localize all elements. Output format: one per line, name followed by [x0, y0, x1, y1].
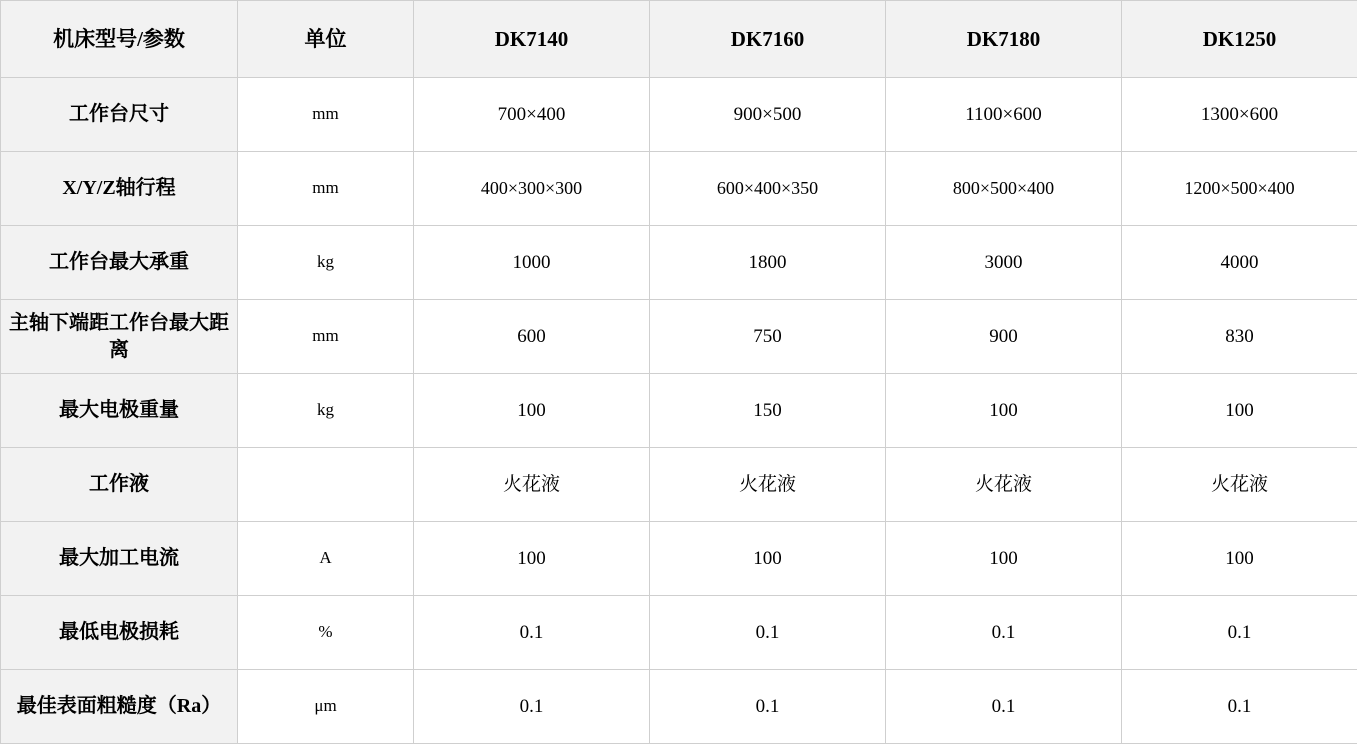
- row-unit: mm: [238, 78, 414, 152]
- cell-value: 100: [1122, 374, 1357, 448]
- row-label: 最低电极损耗: [1, 596, 238, 670]
- cell-value: 100: [886, 522, 1122, 596]
- column-header-unit: 单位: [238, 1, 414, 78]
- row-unit: mm: [238, 152, 414, 226]
- row-label: 最佳表面粗糙度（Ra）: [1, 670, 238, 744]
- row-unit: %: [238, 596, 414, 670]
- table-row: [1, 300, 1357, 374]
- table-row: [1, 374, 1357, 448]
- row-unit: A: [238, 522, 414, 596]
- cell-value: 1800: [650, 226, 886, 300]
- cell-value: 火花液: [414, 448, 650, 522]
- column-header-parameter: 机床型号/参数: [1, 1, 238, 78]
- cell-value: 0.1: [1122, 670, 1357, 744]
- table-row: [1, 78, 1357, 152]
- cell-value: 0.1: [650, 670, 886, 744]
- row-label: X/Y/Z轴行程: [1, 152, 238, 226]
- cell-value: 火花液: [650, 448, 886, 522]
- cell-value: 400×300×300: [414, 152, 650, 226]
- table-row: [1, 152, 1357, 226]
- row-unit: [238, 448, 414, 522]
- cell-value: 1300×600: [1122, 78, 1357, 152]
- cell-value: 0.1: [414, 670, 650, 744]
- cell-value: 150: [650, 374, 886, 448]
- table-row: [1, 522, 1357, 596]
- column-header-dk1250: DK1250: [1122, 1, 1357, 78]
- cell-value: 1100×600: [886, 78, 1122, 152]
- cell-value: 3000: [886, 226, 1122, 300]
- row-unit: mm: [238, 300, 414, 374]
- cell-value: 100: [886, 374, 1122, 448]
- table-row: [1, 596, 1357, 670]
- cell-value: 900×500: [650, 78, 886, 152]
- table-row: [1, 670, 1357, 744]
- cell-value: 600: [414, 300, 650, 374]
- cell-value: 0.1: [886, 670, 1122, 744]
- cell-value: 600×400×350: [650, 152, 886, 226]
- cell-value: 900: [886, 300, 1122, 374]
- row-label: 工作台最大承重: [1, 226, 238, 300]
- row-label: 主轴下端距工作台最大距离: [1, 300, 238, 374]
- table-header: [1, 1, 1357, 78]
- column-header-dk7180: DK7180: [886, 1, 1122, 78]
- row-unit: μm: [238, 670, 414, 744]
- cell-value: 800×500×400: [886, 152, 1122, 226]
- cell-value: 4000: [1122, 226, 1357, 300]
- column-header-dk7140: DK7140: [414, 1, 650, 78]
- cell-value: 0.1: [414, 596, 650, 670]
- cell-value: 830: [1122, 300, 1357, 374]
- row-label: 工作台尺寸: [1, 78, 238, 152]
- cell-value: 100: [650, 522, 886, 596]
- cell-value: 0.1: [650, 596, 886, 670]
- cell-value: 700×400: [414, 78, 650, 152]
- cell-value: 火花液: [1122, 448, 1357, 522]
- cell-value: 0.1: [1122, 596, 1357, 670]
- table-row: [1, 448, 1357, 522]
- cell-value: 100: [414, 374, 650, 448]
- cell-value: 火花液: [886, 448, 1122, 522]
- row-unit: kg: [238, 226, 414, 300]
- header-row: [1, 1, 1357, 78]
- cell-value: 100: [1122, 522, 1357, 596]
- row-label: 工作液: [1, 448, 238, 522]
- cell-value: 100: [414, 522, 650, 596]
- row-label: 最大加工电流: [1, 522, 238, 596]
- row-label: 最大电极重量: [1, 374, 238, 448]
- cell-value: 0.1: [886, 596, 1122, 670]
- table-body: [1, 78, 1357, 744]
- cell-value: 1000: [414, 226, 650, 300]
- column-header-dk7160: DK7160: [650, 1, 886, 78]
- row-unit: kg: [238, 374, 414, 448]
- cell-value: 750: [650, 300, 886, 374]
- table-row: [1, 226, 1357, 300]
- cell-value: 1200×500×400: [1122, 152, 1357, 226]
